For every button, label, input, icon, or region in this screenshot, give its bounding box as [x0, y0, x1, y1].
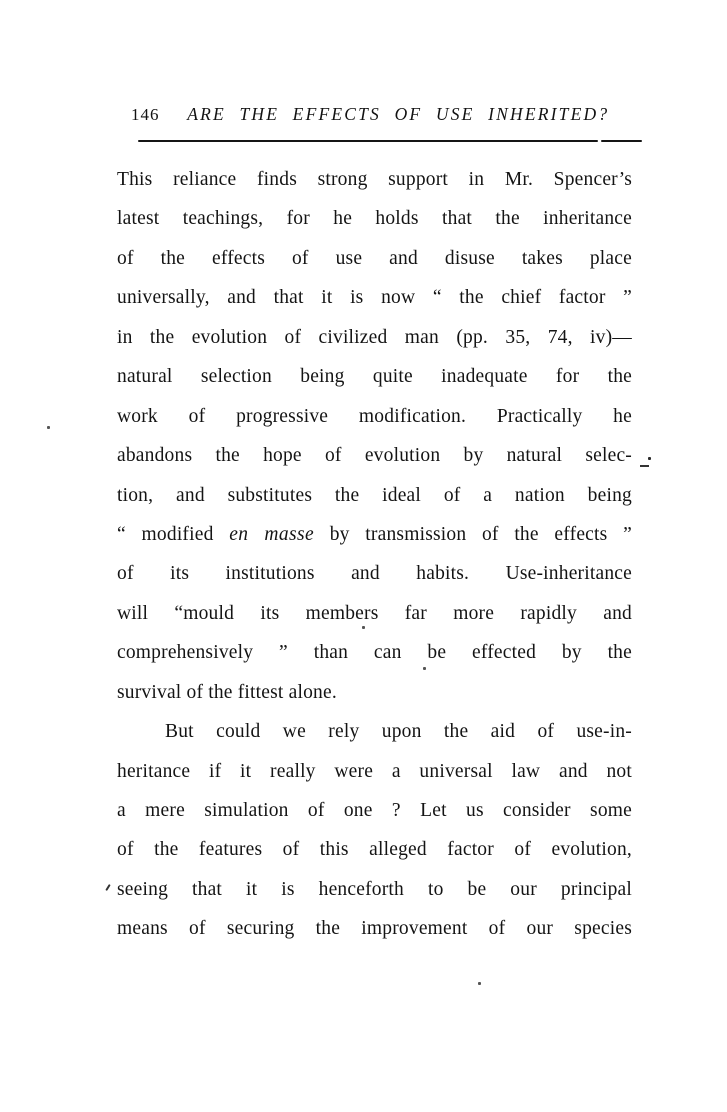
text-segment: heritance if it really were a universal law and not: [117, 760, 632, 782]
page-body: [117, 160, 632, 949]
scan-speck: [362, 626, 365, 629]
text-line: [117, 278, 632, 317]
text-line: [117, 357, 632, 396]
text-line: [117, 752, 632, 791]
header-rule-fragment: [601, 140, 642, 142]
scan-speck: [105, 884, 110, 891]
text-line: [117, 870, 632, 909]
text-line: [117, 476, 632, 515]
italic-phrase: en masse: [229, 523, 315, 545]
text-segment: “ modified: [117, 523, 230, 545]
text-line: [117, 791, 632, 830]
text-segment: work of progressive modification. Practically he: [117, 405, 632, 427]
text-line: [117, 594, 632, 633]
header-rule: [138, 140, 598, 142]
text-segment: in the evolution of civilized man (pp. 35, 74, iv)—: [117, 326, 632, 348]
text-segment: will “mould its members far more rapidly and: [117, 602, 632, 624]
scan-speck: [640, 465, 649, 467]
text-segment: tion, and substitutes the ideal of a nation being: [117, 484, 632, 506]
page-number: 146: [131, 105, 160, 124]
text-line: [117, 160, 632, 199]
text-segment: a mere simulation of one ? Let us consider some: [117, 800, 632, 821]
text-line: [117, 239, 632, 278]
text-segment: of the effects of use and disuse takes place: [117, 247, 632, 269]
text-line: [117, 830, 632, 869]
running-title: ARE THE EFFECTS OF USE INHERITED?: [187, 104, 610, 124]
text-line: [117, 633, 632, 672]
text-line: [117, 397, 632, 436]
text-line: [117, 554, 632, 593]
text-segment: universally, and that it is now “ the chief factor ”: [117, 287, 632, 309]
text-line: [117, 712, 632, 751]
scan-speck: [423, 667, 426, 670]
scan-speck: [47, 426, 50, 429]
text-segment: of its institutions and habits. Use-inheritance: [117, 563, 632, 585]
text-segment: comprehensively ” than can be effected by the: [117, 642, 632, 664]
text-segment: But could we rely upon the aid of use-in-: [165, 721, 632, 743]
text-segment: latest teachings, for he holds that the inheritance: [117, 208, 632, 230]
text-segment: by transmission of the effects ”: [314, 523, 632, 545]
text-segment: survival of the fittest alone.: [117, 681, 337, 703]
text-segment: This reliance finds strong support in Mr. Spencer’s: [117, 169, 632, 190]
text-segment: natural selection being quite inadequate for the: [117, 366, 632, 388]
text-segment: seeing that it is henceforth to be our principal: [117, 878, 632, 900]
text-line: [117, 673, 632, 712]
text-segment: abandons the hope of evolution by natural selec-: [117, 445, 632, 467]
scan-speck: [648, 457, 651, 460]
text-line: [117, 436, 632, 475]
scan-speck: [478, 982, 481, 985]
text-line: [117, 515, 632, 554]
text-line: [117, 199, 632, 238]
text-line: [117, 318, 632, 357]
text-segment: of the features of this alleged factor of evolution,: [117, 839, 632, 861]
text-segment: means of securing the improvement of our species: [117, 918, 632, 940]
text-line: [117, 909, 632, 948]
page-header: [131, 104, 637, 125]
